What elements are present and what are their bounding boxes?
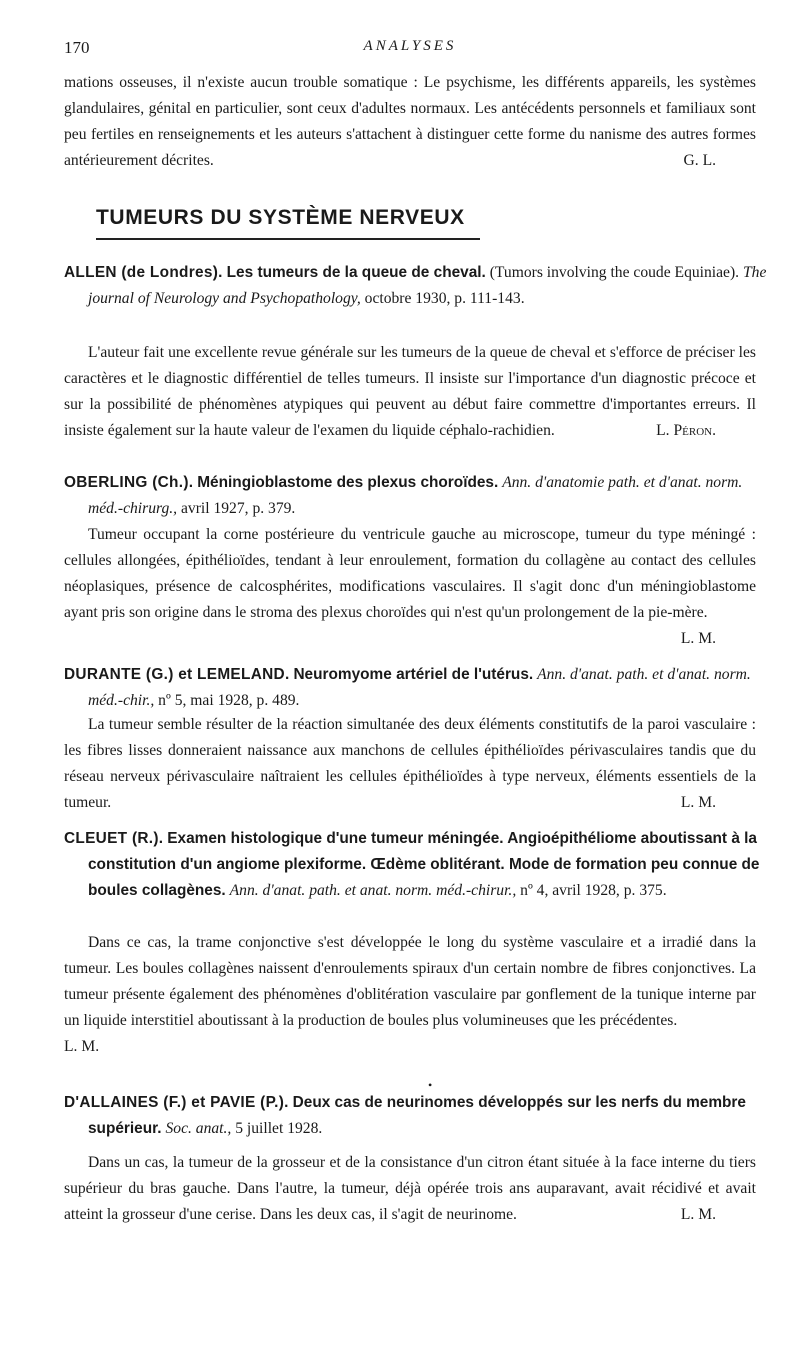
entry-journal: Ann. d'anat. path. et d'anat. norm. méd.-chir.,	[88, 666, 751, 709]
intro-signature: G. L.	[683, 152, 716, 169]
entry-title: Méningioblastome des plexus choroïdes.	[197, 474, 499, 491]
entry-authors: DURANTE (G.) et LEMELAND.	[64, 666, 290, 683]
entry-title: Examen histologique d'une tumeur méningée. Angioépithéliome aboutissant à la constitution d'un angiome plexiforme. Œdème oblitérant. Mode de formation peu connue de boules collagènes.	[88, 830, 760, 899]
entry-authors: OBERLING (Ch.).	[64, 474, 194, 491]
entry-title: Neuromyome artériel de l'utérus.	[293, 666, 534, 683]
entry-signature: L. M.	[680, 794, 716, 811]
entry-journal: Ann. d'anat. path. et anat. norm. méd.-chirur.,	[229, 882, 517, 899]
entry-abstract	[64, 930, 756, 1060]
entry-abstract-text: La tumeur semble résulter de la réaction simultanée des deux éléments constitutifs de la paroi vasculaire : les fibres lisses donneraient naissance aux manchons de cellules épithélioïdes périvasculaires tandis que du réseau nerveux périvasculaire naîtraient les cellules épithélioïdes à type nerveux, éléments essentiels de la tumeur.	[64, 716, 756, 811]
entry-citation: 5 juillet 1928.	[235, 1120, 323, 1137]
entry-abstract-text: Dans un cas, la tumeur de la grosseur et de la consistance d'un citron étant située à la face interne du tiers supérieur du bras gauche. Dans l'autre, la tumeur, déjà opérée trois ans auparavant, avait récidivé et avait atteint la grosseur d'une cerise. Dans les deux cas, il s'agit de neurinome.	[64, 1154, 756, 1223]
entry-abstract	[64, 712, 756, 816]
entry-journal: The journal of Neurology and Psychopathology,	[88, 264, 767, 307]
entry-citation: nº 4, avril 1928, p. 375.	[520, 882, 667, 899]
entry-heading	[64, 1090, 780, 1142]
entry-authors: D'ALLAINES (F.) et PAVIE (P.).	[64, 1094, 289, 1111]
entry-heading	[64, 470, 780, 522]
entry-heading	[64, 662, 780, 714]
entry-title: Deux cas de neurinomes développés sur les nerfs du membre supérieur.	[88, 1094, 746, 1137]
entry-authors: ALLEN (de Londres).	[64, 264, 223, 281]
running-title: ANALYSES	[363, 38, 457, 54]
entry-signature: L. Péron.	[656, 422, 716, 439]
running-head	[64, 38, 756, 60]
entry-heading	[64, 260, 780, 312]
entry-journal: Ann. d'anatomie path. et d'anat. norm. méd.-chirurg.,	[88, 474, 743, 517]
entry-abstract-text: Dans ce cas, la trame conjonctive s'est développée le long du système vasculaire et a irradié dans la tumeur. Les boules collagènes naissent d'enroulements spiraux d'un certain nombre de fibres conjonctives. La tumeur présente également des phénomènes d'oblitération vasculaire par gonflement de la tunique interne par un liquide interstitiel aboutissant à la production de boules plus volumineuses que les précédentes.	[64, 934, 756, 1029]
intro-paragraph	[64, 70, 756, 174]
entry-abstract	[64, 1150, 756, 1228]
entry-signature: L. M.	[680, 630, 716, 647]
section-heading: TUMEURS DU SYSTÈME NERVEUX	[96, 206, 465, 229]
entry-heading	[64, 826, 780, 904]
intro-text: mations osseuses, il n'existe aucun trouble somatique : Le psychisme, les différents appareils, les systèmes glandulaires, génital en particulier, sont ceux d'adultes normaux. Les antécédents personnels et familiaux sont peu fertiles en renseignements et les auteurs s'attachent à distinguer cette forme du nanisme des autres formes antérieurement décrites.	[64, 74, 756, 169]
entry-abstract	[64, 340, 756, 444]
entry-citation: avril 1927, p. 379.	[180, 500, 296, 517]
entry-abstract	[64, 522, 756, 652]
entry-source-plain: (Tumors involving the coude Equiniae).	[489, 264, 740, 281]
entry-signature: L. M.	[64, 1038, 100, 1055]
page-number: 170	[64, 38, 90, 57]
entry-citation: nº 5, mai 1928, p. 489.	[158, 692, 300, 709]
entry-abstract-text: L'auteur fait une excellente revue générale sur les tumeurs de la queue de cheval et s'efforce de préciser les caractères et le diagnostic différentiel de telles tumeurs. Il insiste sur l'importance d'un diagnostic précoce et sur la possibilité de phénomènes atypiques qui peuvent au début faire commettre d'importantes erreurs. Il insiste également sur la haute valeur de l'examen du liquide céphalo-rachidien.	[64, 344, 756, 439]
entry-journal: Soc. anat.,	[165, 1120, 232, 1137]
entry-title: Les tumeurs de la queue de cheval.	[226, 264, 486, 281]
entry-authors: CLEUET (R.).	[64, 830, 164, 847]
entry-abstract-text: Tumeur occupant la corne postérieure du ventricule gauche au microscope, tumeur du type méningé : cellules allongées, épithélioïdes, tendant à leur enroulement, formation du collagène au contact des cellules néoplasiques, présence de calcosphérites, modifications vasculaires. Il s'agit donc d'un méningioblastome ayant pris son origine dans le stroma des plexus choroïdes qui n'est qu'un prolongement de la pie-mère.	[64, 526, 756, 621]
entry-signature: L. M.	[680, 1206, 716, 1223]
section-heading-rule	[96, 238, 480, 240]
entry-citation: octobre 1930, p. 111-143.	[364, 290, 525, 307]
separator-dot: •	[428, 1078, 433, 1092]
